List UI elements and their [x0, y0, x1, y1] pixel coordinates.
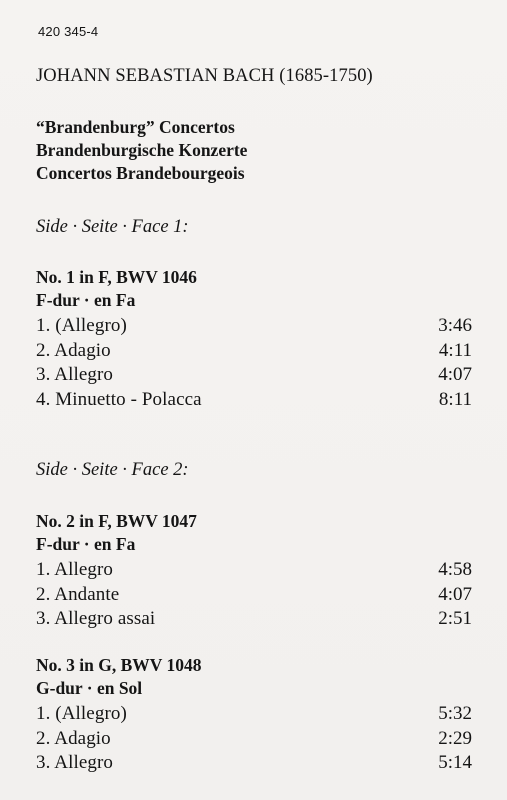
track-title: 4. Minuetto - Polacca — [36, 388, 202, 410]
track-title: 2. Andante — [36, 583, 120, 605]
track-row — [36, 727, 472, 752]
track-duration: 5:14 — [438, 752, 472, 773]
track-duration: 2:29 — [438, 727, 472, 749]
work-title-french: Concertos Brandebourgeois — [36, 163, 245, 183]
track-row — [36, 388, 472, 413]
track-duration: 4:07 — [438, 583, 472, 605]
track-duration: 4:58 — [438, 559, 472, 580]
catalog-number: 420 345-4 — [38, 24, 99, 39]
concerto-key: F-dur · en Fa — [36, 534, 136, 554]
concerto-3 — [36, 654, 472, 776]
track-list — [36, 558, 472, 632]
track-duration: 5:32 — [438, 703, 472, 724]
track-duration: 2:51 — [438, 608, 472, 629]
track-list — [36, 702, 472, 776]
track-row — [36, 558, 472, 583]
concerto-title: No. 1 in F, BWV 1046 — [36, 267, 197, 287]
track-list — [36, 314, 472, 412]
track-duration: 4:11 — [438, 339, 472, 361]
track-row — [36, 363, 472, 388]
work-title-german: Brandenburgische Konzerte — [36, 140, 248, 160]
track-row — [36, 583, 472, 608]
track-title: 3. Allegro — [36, 752, 113, 773]
side-1-heading: Side · Seite · Face 1: — [36, 217, 189, 237]
track-title: 1. Allegro — [36, 559, 113, 580]
track-title: 2. Adagio — [36, 339, 111, 361]
track-duration: 4:07 — [438, 364, 472, 385]
track-row — [36, 314, 472, 339]
track-title: 1. (Allegro) — [36, 703, 127, 724]
track-row — [36, 751, 472, 776]
concerto-title: No. 2 in F, BWV 1047 — [36, 511, 197, 531]
work-titles — [36, 116, 247, 185]
composer-heading: JOHANN SEBASTIAN BACH (1685-1750) — [36, 66, 373, 86]
concerto-1 — [36, 266, 472, 412]
work-title-english: “Brandenburg” Concertos — [36, 117, 235, 137]
track-title: 3. Allegro — [36, 364, 113, 385]
track-duration: 3:46 — [438, 315, 472, 336]
track-title: 2. Adagio — [36, 727, 111, 749]
track-title: 3. Allegro assai — [36, 608, 156, 629]
side-2-heading: Side · Seite · Face 2: — [36, 460, 189, 480]
concerto-2 — [36, 510, 472, 632]
track-title: 1. (Allegro) — [36, 315, 127, 336]
concerto-key: F-dur · en Fa — [36, 290, 136, 310]
concerto-title: No. 3 in G, BWV 1048 — [36, 655, 202, 675]
track-row — [36, 607, 472, 632]
concerto-key: G-dur · en Sol — [36, 678, 143, 698]
track-row — [36, 702, 472, 727]
track-row — [36, 339, 472, 364]
track-duration: 8:11 — [438, 388, 472, 410]
